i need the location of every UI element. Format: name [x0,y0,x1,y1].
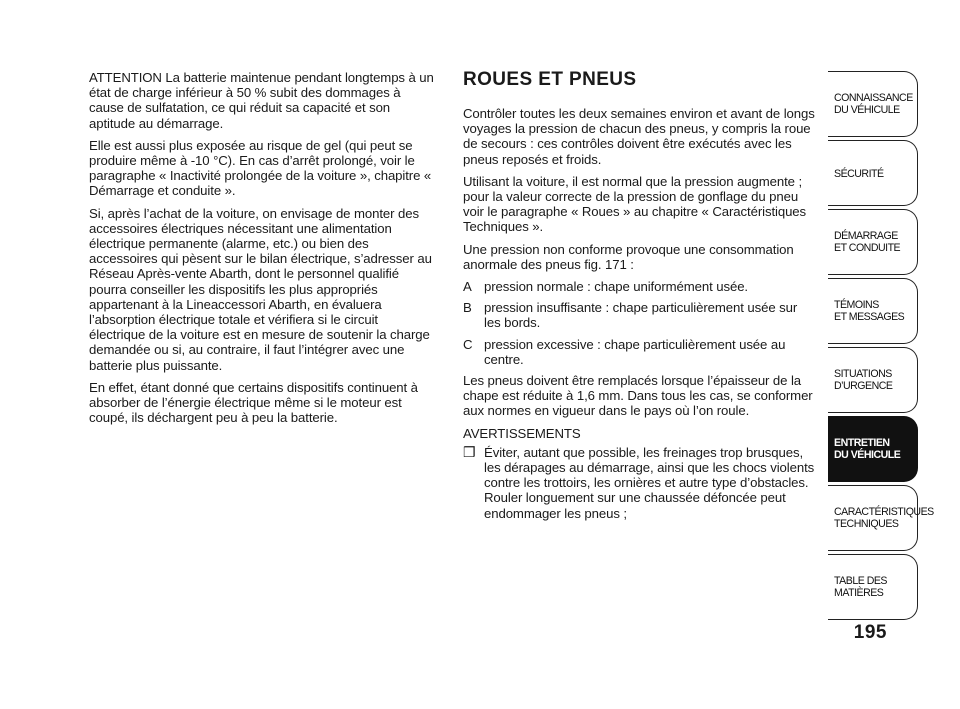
tab-label: ENTRETIEN DU VÉHICULE [834,437,901,461]
tab-label: CARACTÉRISTIQUES TECHNIQUES [834,506,934,530]
tab-label: CONNAISSANCE DU VÉHICULE [834,92,913,116]
replacement-paragraph: Les pneus doivent être remplacés lorsque l’épaisseur de la chape est réduite à 1,6 mm. Dans tous les cas, se conformer aux normes en vigueur dans le pays où l’on roule. [463,373,813,419]
tab-label: TABLE DES MATIÈRES [834,575,887,599]
warnings-heading: AVERTISSEMENTS [463,425,581,441]
tab-label: TÉMOINS ET MESSAGES [834,299,905,323]
list-item-key: A [463,279,472,295]
warning-item [463,445,815,521]
tab-table-matieres[interactable] [828,554,918,620]
tab-label: SITUATIONS D’URGENCE [834,368,893,392]
accessories-paragraph: Si, après l’achat de la voiture, on envisage de monter des accessoires électriques nécessitant une alimentation électrique permanente (alarme, etc.) ou bien des accessoires qui pèsent sur le bilan électrique, s’adresser au Réseau Après-vente Abarth, dont le personnel qualifié pourra conseiller les dispositifs les plus appropriés appartenant à la Lineaccessori Abarth, en évaluera l’absorption électrique totale et vérifiera si le circuit électrique de la voiture est en mesure de soutenir la charge demandée ou si, au contraire, il faut l’intégrer avec une batterie plus puissante. [89,205,432,373]
warning-text: Éviter, autant que possible, les freinages trop brusques, les dérapages au démarrage, ainsi que les chocs violents contre les trottoirs, les ornières et autre type d’obstacles. Rouler longuement sur une chaussée défoncée peut endommager les pneus ; [484,444,815,521]
tab-situations-urgence[interactable] [828,347,918,413]
intro-paragraph-3: Une pression non conforme provoque une consommation anormale des pneus fig. 171 : [463,241,794,272]
left-column [89,70,437,432]
tab-temoins-messages[interactable] [828,278,918,344]
tab-demarrage-conduite[interactable] [828,209,918,275]
frost-paragraph: Elle est aussi plus exposée au risque de gel (qui peut se produire même à -10 °C). En cas d’arrêt prolongé, voir le paragraphe « Inactivité prolongée de la voiture », chapitre « Démarrage et conduite ». [89,137,432,199]
list-item-text: pression insuffisante : chape particulièrement usée sur les bords. [484,300,798,331]
list-item [463,337,815,367]
list-item [463,279,815,294]
attention-paragraph: ATTENTION La batterie maintenue pendant longtemps à un état de charge inférieur à 50 % subit des dommages à cause de sulfatation, ce qui réduit sa capacité et son aptitude au démarrage. [89,70,434,131]
list-item-key: C [463,336,473,352]
chapter-tabs [828,71,934,623]
intro-paragraph-1: Contrôler toutes les deux semaines environ et avant de longs voyages la pression de chacun des pneus, y compris la roue de secours : ces contrôles doivent être exécutés avec les pneus reposés et froids. [463,106,815,167]
tab-securite[interactable] [828,140,918,206]
tab-connaissance-vehicule[interactable] [828,71,918,137]
list-item-text: pression normale : chape uniformément usée. [484,279,748,295]
checkbox-bullet-icon: ❒ [463,443,476,460]
section-title: ROUES ET PNEUS [463,69,637,90]
right-column [463,68,815,527]
tab-label: DÉMARRAGE ET CONDUITE [834,230,901,254]
page-number: 195 [853,622,887,643]
list-item-key: B [463,300,472,316]
intro-paragraph-2: Utilisant la voiture, il est normal que la pression augmente ; pour la valeur correcte de la pression de gonflage du pneu voir le paragraphe « Roues » au chapitre « Caractéristiques Techniques ». [463,173,807,235]
list-item [463,300,815,330]
discharge-paragraph: En effet, étant donné que certains dispositifs continuent à absorber de l’énergie électrique même si le moteur est coupé, ils déchargent peu à peu la batterie. [89,379,418,426]
tab-label: SÉCURITÉ [834,168,884,180]
list-item-text: pression excessive : chape particulièrement usée au centre. [484,336,786,367]
tab-entretien-vehicule[interactable] [828,416,918,482]
tab-caracteristiques-techniques[interactable] [828,485,934,551]
